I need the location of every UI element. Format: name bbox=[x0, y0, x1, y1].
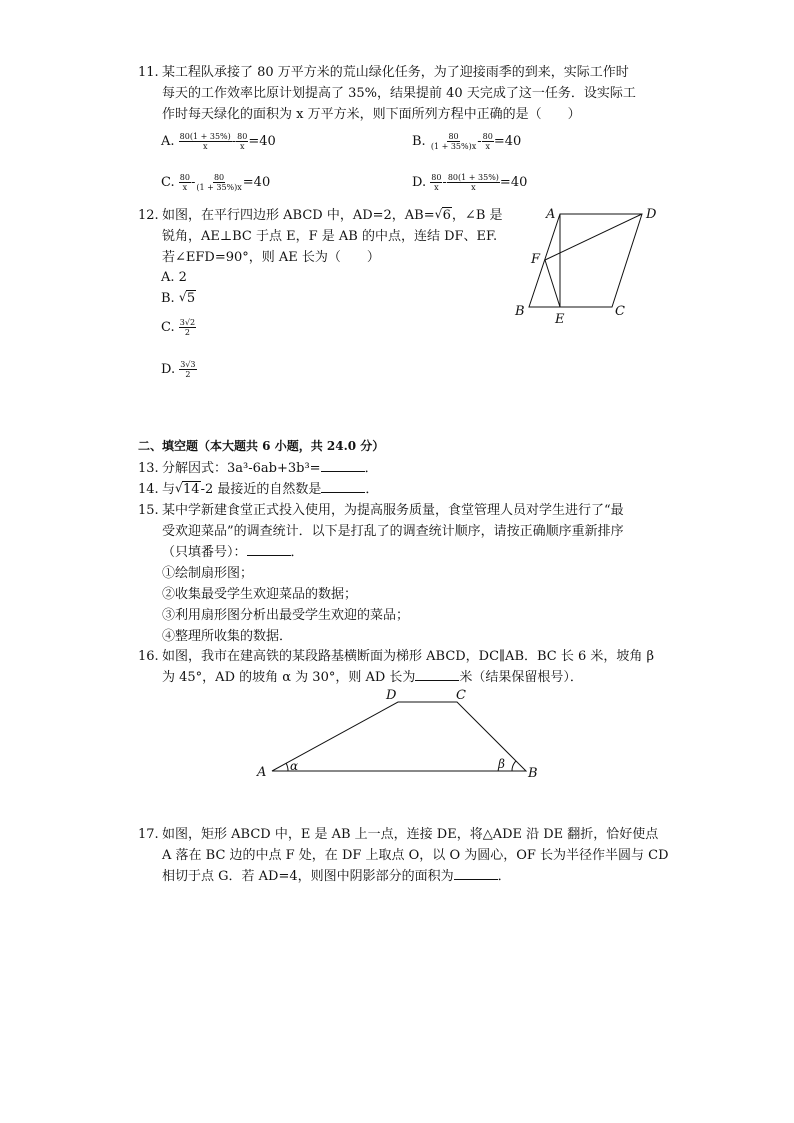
question-number: 16. bbox=[138, 649, 159, 664]
question-line: 作时每天绿化的面积为 x 万平方米，则下面所列方程中正确的是（ ） bbox=[162, 107, 581, 122]
fraction: $\frac{80}{x}$ bbox=[179, 173, 190, 192]
vertex-label-a: A bbox=[546, 207, 556, 222]
sqrt: √ 14 bbox=[175, 479, 201, 500]
step-item: ③利用扇形图分析出最受学生欢迎的菜品； bbox=[162, 608, 410, 623]
question-text: 分解因式：3a³-6ab+3b³= bbox=[162, 461, 321, 476]
sqrt: √ 6 bbox=[435, 205, 452, 226]
question-line: 如图，矩形 ABCD 中，E 是 AB 上一点，连接 DE，将△ADE 沿 DE 翻折，恰好使点 bbox=[162, 827, 659, 842]
question-line: 某中学新建食堂正式投入使用，为提高服务质量，食堂管理人员对学生进行了“最 bbox=[162, 503, 624, 518]
sqrt: √ 5 bbox=[179, 291, 196, 306]
question-number: 14. bbox=[138, 482, 159, 497]
step-item: ④整理所收集的数据． bbox=[162, 629, 293, 644]
option-b[interactable]: B. √ 5 bbox=[161, 291, 196, 306]
angle-alpha-arc bbox=[286, 763, 288, 771]
option-a[interactable]: A. 2 bbox=[161, 270, 187, 285]
fraction: $\frac{3√3}{2}$ bbox=[180, 360, 196, 379]
question-number: 13. bbox=[138, 461, 159, 476]
fraction: $\frac{80}{(1 + 35\%)x}$ bbox=[430, 132, 477, 151]
vertex-label-f: F bbox=[531, 252, 541, 267]
section-title: 二、填空题（本大题共 6 小题，共 24.0 分） bbox=[138, 439, 385, 453]
angle-beta-arc bbox=[512, 761, 516, 771]
question-line: 为 45°，AD 的坡角 α 为 30°，则 AD 长为 米（结果保留根号）． bbox=[162, 670, 583, 685]
question-15 bbox=[138, 500, 668, 648]
question-number: 11. bbox=[138, 65, 159, 80]
question-17 bbox=[138, 824, 668, 887]
question-12 bbox=[138, 205, 518, 271]
question-line: 如图，在平行四边形 ABCD 中，AD=2，AB=√ 6，∠B 是 bbox=[162, 205, 518, 226]
parallelogram-figure bbox=[505, 200, 675, 330]
step-item: ①绘制扇形图； bbox=[162, 566, 254, 581]
fraction: $\frac{80(1 + 35\%)}{x}$ bbox=[447, 173, 499, 192]
question-line: 如图，我市在建高铁的某段路基横断面为梯形 ABCD，DC∥AB．BC 长 6 米，坡角 β bbox=[162, 649, 655, 664]
option-a[interactable]: A. $\frac{80(1 + 35\%)}{x}$ - $\frac{80}{x}$ =40 bbox=[161, 132, 276, 151]
vertex-label-d: D bbox=[386, 688, 397, 703]
question-text bbox=[162, 205, 518, 268]
answer-blank[interactable] bbox=[454, 867, 498, 880]
vertex-label-b: B bbox=[515, 304, 525, 319]
fraction: $\frac{80}{x}$ bbox=[431, 173, 442, 192]
question-line: A 落在 BC 边的中点 F 处，在 DF 上取点 O，以 O 为圆心，OF 长为半径作半圆与 CD bbox=[162, 848, 669, 863]
vertex-label-a: A bbox=[257, 765, 267, 780]
question-16 bbox=[138, 646, 668, 688]
vertex-label-c: C bbox=[615, 304, 625, 319]
question-line: 每天的工作效率比原计划提高了 35%，结果提前 40 天完成了这一任务．设实际工 bbox=[162, 86, 636, 101]
step-item: ②收集最受学生欢迎菜品的数据； bbox=[162, 587, 358, 602]
question-text bbox=[162, 62, 668, 125]
trapezoid-abcd bbox=[272, 702, 526, 771]
fraction: $\frac{3√2}{2}$ bbox=[179, 318, 196, 337]
question-14: 14. 与√ 14-2 最接近的自然数是 ． bbox=[138, 479, 668, 500]
vertex-label-c: C bbox=[456, 688, 466, 703]
question-line: 若∠EFD=90°，则 AE 长为（ ） bbox=[162, 250, 380, 265]
question-line: 锐角，AE⊥BC 于点 E，F 是 AB 的中点，连结 DF、EF. bbox=[162, 229, 498, 244]
angle-label-beta: β bbox=[498, 757, 505, 771]
fraction: $\frac{80}{(1 + 35\%)x}$ bbox=[196, 173, 242, 192]
answer-blank[interactable] bbox=[415, 668, 459, 681]
vertex-label-d: D bbox=[646, 207, 657, 222]
answer-blank[interactable] bbox=[321, 480, 365, 493]
option-b[interactable]: B. $\frac{80}{(1 + 35\%)x}$ - $\frac{80}{x}$ =40 bbox=[412, 132, 522, 151]
question-line: 某工程队承接了 80 万平方米的荒山绿化任务，为了迎接雨季的到来，实际工作时 bbox=[162, 65, 629, 80]
parallelogram-abcd bbox=[529, 214, 642, 307]
fraction: $\frac{80}{x}$ bbox=[237, 132, 248, 151]
question-number: 15. bbox=[138, 503, 159, 518]
vertex-label-e: E bbox=[555, 312, 565, 327]
segment-ef bbox=[545, 260, 560, 307]
question-line: 受欢迎菜品”的调查统计．以下是打乱了的调查统计顺序，请按正确顺序重新排序 bbox=[162, 524, 624, 539]
question-number: 17. bbox=[138, 827, 159, 842]
vertex-label-b: B bbox=[528, 766, 538, 781]
question-11 bbox=[138, 62, 668, 134]
fraction: $\frac{80}{x}$ bbox=[482, 132, 493, 151]
answer-blank[interactable] bbox=[247, 543, 291, 556]
option-c[interactable]: C. $\frac{3√2}{2}$ bbox=[161, 318, 196, 337]
question-line: （只填番号）： ． bbox=[162, 545, 304, 560]
answer-blank[interactable] bbox=[321, 459, 365, 472]
option-d[interactable]: D. $\frac{80}{x}$ - $\frac{80(1 + 35\%)}{x}$ =40 bbox=[412, 173, 528, 192]
trapezoid-figure bbox=[250, 684, 550, 784]
question-13: 13. 分解因式：3a³-6ab+3b³= ． bbox=[138, 458, 668, 479]
fraction: $\frac{80(1 + 35\%)}{x}$ bbox=[179, 132, 231, 151]
option-d[interactable]: D. $\frac{3√3}{2}$ bbox=[161, 360, 196, 379]
question-number: 12. bbox=[138, 208, 159, 223]
angle-label-alpha: α bbox=[290, 759, 299, 773]
question-line: 相切于点 G．若 AD=4，则图中阴影部分的面积为 ． bbox=[162, 869, 511, 884]
option-c[interactable]: C. $\frac{80}{x}$ - $\frac{80}{(1 + 35\%)x}$ =40 bbox=[161, 173, 271, 192]
